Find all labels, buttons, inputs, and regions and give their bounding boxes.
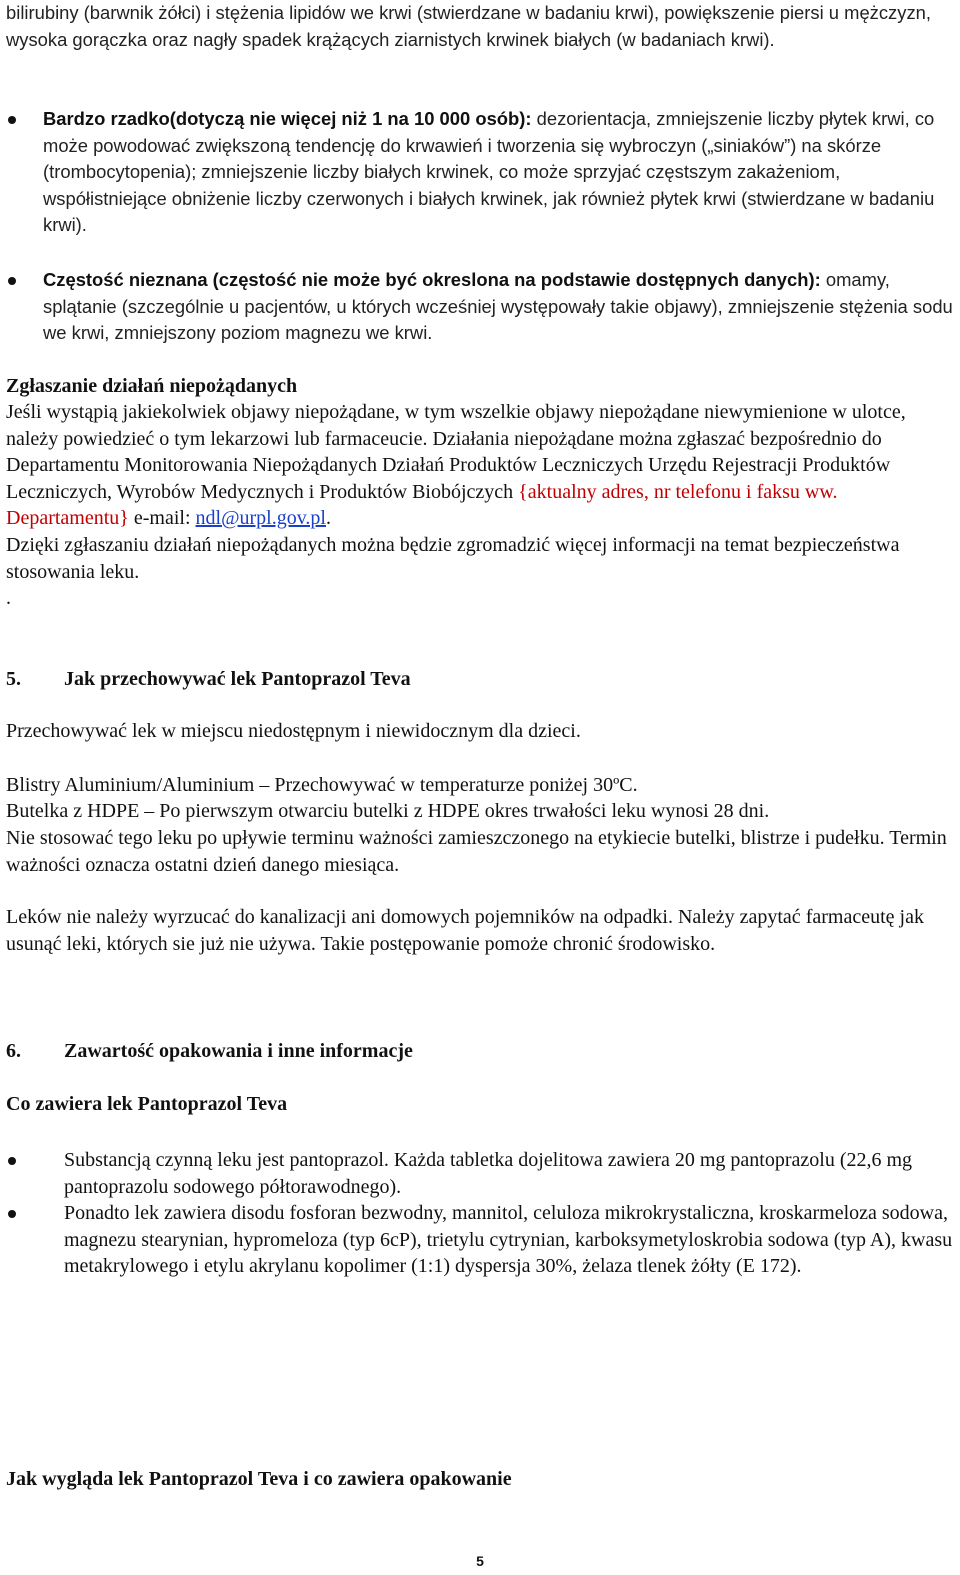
excipients-text: Ponadto lek zawiera disodu fosforan bezwodny, mannitol, celuloza mikrokrystaliczna, kroskarmeloza sodowa, magnezu stearynian, hypromeloza (typ 6cP), trietylu cytrynian, karboksymetyloskrobia sodowa (typ A), kwasu metakrylowego i etylu akrylanu kopolimer (1:1) dyspersja 30%, żelaza tlenek żółty (E 172). bbox=[64, 1202, 953, 1277]
contents-subheading: Co zawiera lek Pantoprazol Teva bbox=[6, 1093, 288, 1115]
active-substance-text: Substancją czynną leku jest pantoprazol. Każda tabletka dojelitowa zawiera 20 mg pantoprazolu (22,6 mg pantoprazolu sodowego półtorawodnego). bbox=[64, 1149, 913, 1198]
appearance-subheading: Jak wygląda lek Pantoprazol Teva i co zawiera opakowanie bbox=[6, 1468, 512, 1490]
unknown-frequency-text: omamy, splątanie (szczególnie u pacjentów, u których wcześniej występowały takie objawy), zmniejszenie stężenia sodu we krwi, zmniejszony poziom magnezu we krwi. bbox=[43, 269, 953, 343]
reporting-text: Jeśli wystąpią jakiekolwiek objawy niepożądane, w tym wszelkie objawy niepożądane niewymienione w ulotce, należy powiedzieć o tym lekarzowi lub farmaceucie. Działania niepożądane można zgłaszać bezpośrednio do Departamentu Monitorowania Niepożądanych Działań Produktów Leczniczych Urzędu Rejestracji Produktów Leczniczych, Wyrobów Medycznych i Produktów Biobójczych bbox=[6, 401, 906, 503]
side-effects-continuation: bilirubiny (barwnik żółci) i stężenia lipidów we krwi (stwierdzane w badaniu krwi), powiększenie piersi u mężczyzn, wysoka gorączka oraz nagły spadek krążących ziarnistych krwinek białych (w badaniach krwi). bbox=[6, 2, 931, 50]
section-6-heading bbox=[6, 1038, 956, 1065]
section-5-title: Jak przechowywać lek Pantoprazol Teva bbox=[64, 668, 411, 690]
reporting-heading: Zgłaszanie działań niepożądanych bbox=[6, 375, 298, 397]
disposal-text: Leków nie należy wyrzucać do kanalizacji ani domowych pojemników na odpadki. Należy zapytać farmaceutę jak usunąć leki, których sie już nie używa. Takie postępowanie pomoże chronić środowisko. bbox=[6, 906, 924, 955]
reporting-paragraph bbox=[6, 399, 956, 532]
email-label: e-mail: bbox=[133, 507, 191, 529]
storage-expiry: Nie stosować tego leku po upływie terminu ważności zamieszczonego na etykiecie butelki, blistrze i pudełku. Termin ważności oznacza ostatni dzień danego miesiąca. bbox=[6, 827, 947, 876]
bullet-dot-icon bbox=[8, 1210, 16, 1218]
stray-dot: . bbox=[6, 587, 11, 609]
section-6-title: Zawartość opakowania i inne informacje bbox=[64, 1040, 413, 1062]
section-5-heading bbox=[6, 666, 956, 693]
email-link[interactable]: ndl@urpl.gov.pl bbox=[195, 507, 326, 529]
address-placeholder: {aktualny adres, nr telefonu i faksu ww. Departamentu} bbox=[6, 480, 838, 529]
section-5-number: 5. bbox=[6, 668, 21, 690]
bullet-dot-icon bbox=[8, 277, 16, 285]
email-end: . bbox=[325, 507, 331, 529]
storage-bottle: Butelka z HDPE – Po pierwszym otwarciu butelki z HDPE okres trwałości leku wynosi 28 dni. bbox=[6, 800, 770, 822]
storage-children: Przechowywać lek w miejscu niedostępnym i niewidocznym dla dzieci. bbox=[6, 720, 581, 742]
reporting-benefit-text: Dzięki zgłaszaniu działań niepożądanych można będzie zgromadzić więcej informacji na temat bezpieczeństwa stosowania leku. bbox=[6, 534, 900, 583]
unknown-frequency-label: Częstość nieznana (częstość nie może być okreslona na podstawie dostępnych danych): bbox=[43, 269, 821, 290]
bullet-dot-icon bbox=[8, 1157, 16, 1165]
page-number: 5 bbox=[476, 1553, 484, 1569]
section-6-number: 6. bbox=[6, 1040, 21, 1062]
storage-blisters: Blistry Aluminium/Aluminium – Przechowywać w temperaturze poniżej 30ºC. bbox=[6, 774, 638, 796]
very-rare-label: Bardzo rzadko(dotyczą nie więcej niż 1 na 10 000 osób): bbox=[43, 108, 532, 129]
very-rare-text: dezorientacja, zmniejszenie liczby płytek krwi, co może powodować zwiększoną tendencję do krwawień i tworzenia się wybroczyn („siniaków”) na skórze (trombocytopenia); zmniejszenie liczby białych krwinek, co może sprzyjać częstszym zakażeniom, współistniejące obniżenie liczby czerwonych i białych krwinek, jak również płytek krwi (stwierdzane w badaniu krwi). bbox=[43, 108, 935, 235]
bullet-dot-icon bbox=[8, 116, 16, 124]
